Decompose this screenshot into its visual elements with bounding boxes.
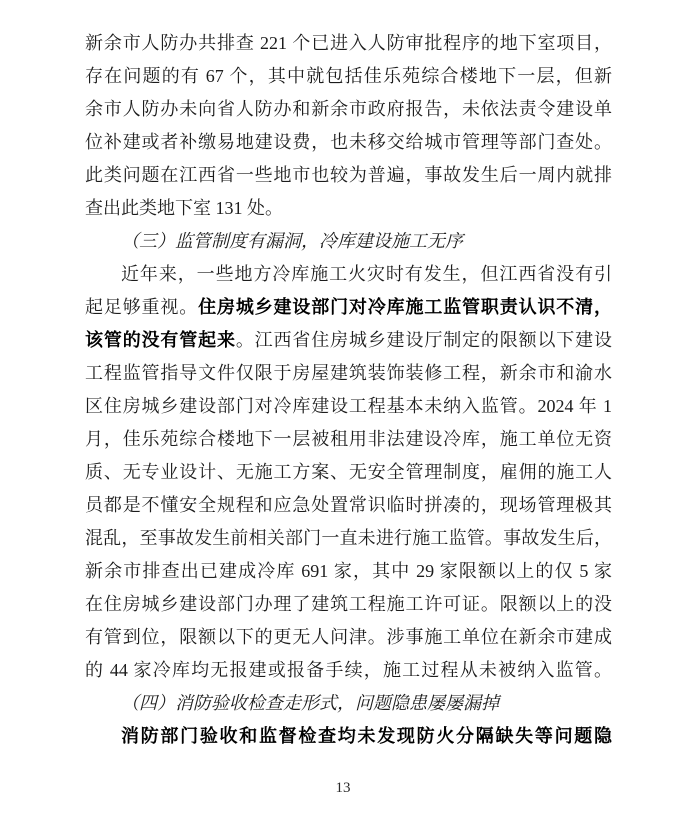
text-line (85, 60, 612, 93)
text-line (85, 390, 612, 423)
text-line (85, 357, 612, 390)
text-line (85, 522, 612, 555)
text-line (85, 588, 612, 621)
document-body (85, 27, 612, 753)
text-segment-bold: 消防部门验收和监督检查均未发现防火分隔缺失等问题隐 (121, 726, 612, 746)
text-segment-bold: 该管的没有管起来 (85, 330, 236, 350)
text-line (85, 456, 612, 489)
text-segment-normal: 新余市排查出已建成冷库 691 家，其中 29 家限额以上的仅 5 家 (85, 561, 612, 581)
text-line (85, 654, 612, 687)
text-segment-kaiti: （四）消防验收检查走形式，问题隐患屡屡漏掉 (121, 693, 499, 713)
text-segment-normal: 质、无专业设计、无施工方案、无安全管理制度，雇佣的施工人 (85, 462, 612, 482)
text-segment-normal: 员都是不懂安全规程和应急处置常识临时拼凑的，现场管理极其 (85, 495, 612, 515)
text-segment-normal: 新余市人防办共排查 221 个已进入人防审批程序的地下室项目， (85, 33, 612, 53)
text-segment-normal: 有管到位，限额以下的更无人问津。涉事施工单位在新余市建成 (85, 627, 612, 647)
text-line (85, 687, 612, 720)
text-line (85, 621, 612, 654)
text-segment-normal: 查出此类地下室 131 处。 (85, 198, 283, 218)
text-line (85, 720, 612, 753)
text-line (85, 291, 612, 324)
text-line (85, 555, 612, 588)
text-segment-normal: 位补建或者补缴易地建设费，也未移交给城市管理等部门查处。 (85, 132, 612, 152)
text-segment-normal: 近年来，一些地方冷库施工火灾时有发生，但江西省没有引 (121, 264, 612, 284)
text-line (85, 27, 612, 60)
text-segment-normal: 月，佳乐苑综合楼地下一层被租用非法建设冷库，施工单位无资 (85, 429, 612, 449)
text-segment-bold: 住房城乡建设部门对冷库施工监管职责认识不清， (198, 297, 612, 317)
text-segment-normal: 起足够重视。 (85, 297, 199, 317)
text-line (85, 225, 612, 258)
text-segment-normal: 余市人防办未向省人防办和新余市政府报告，未依法责令建设单 (85, 99, 612, 119)
text-segment-normal: 在住房城乡建设部门办理了建筑工程施工许可证。限额以上的没 (85, 594, 612, 614)
page-number: 13 (335, 780, 351, 796)
text-line (85, 489, 612, 522)
text-segment-normal: 存在问题的有 67 个，其中就包括佳乐苑综合楼地下一层，但新 (85, 66, 612, 86)
text-segment-normal: 此类问题在江西省一些地市也较为普遍，事故发生后一周内就排 (85, 165, 612, 185)
text-line (85, 192, 612, 225)
text-line (85, 258, 612, 291)
text-line (85, 93, 612, 126)
text-line (85, 126, 612, 159)
text-segment-normal: 工程监管指导文件仅限于房屋建筑装饰装修工程，新余市和渝水 (85, 363, 612, 383)
text-segment-kaiti: （三）监管制度有漏洞，冷库建设施工无序 (121, 231, 463, 251)
text-line (85, 159, 612, 192)
text-line (85, 324, 612, 357)
text-segment-normal: 区住房城乡建设部门对冷库建设工程基本未纳入监管。2024 年 1 (85, 396, 612, 416)
text-segment-normal: 。江西省住房城乡建设厅制定的限额以下建设 (235, 330, 612, 350)
text-segment-normal: 混乱，至事故发生前相关部门一直未进行施工监管。事故发生后， (85, 528, 612, 548)
text-segment-normal: 的 44 家冷库均无报建或报备手续，施工过程从未被纳入监管。 (85, 660, 612, 680)
text-line (85, 423, 612, 456)
